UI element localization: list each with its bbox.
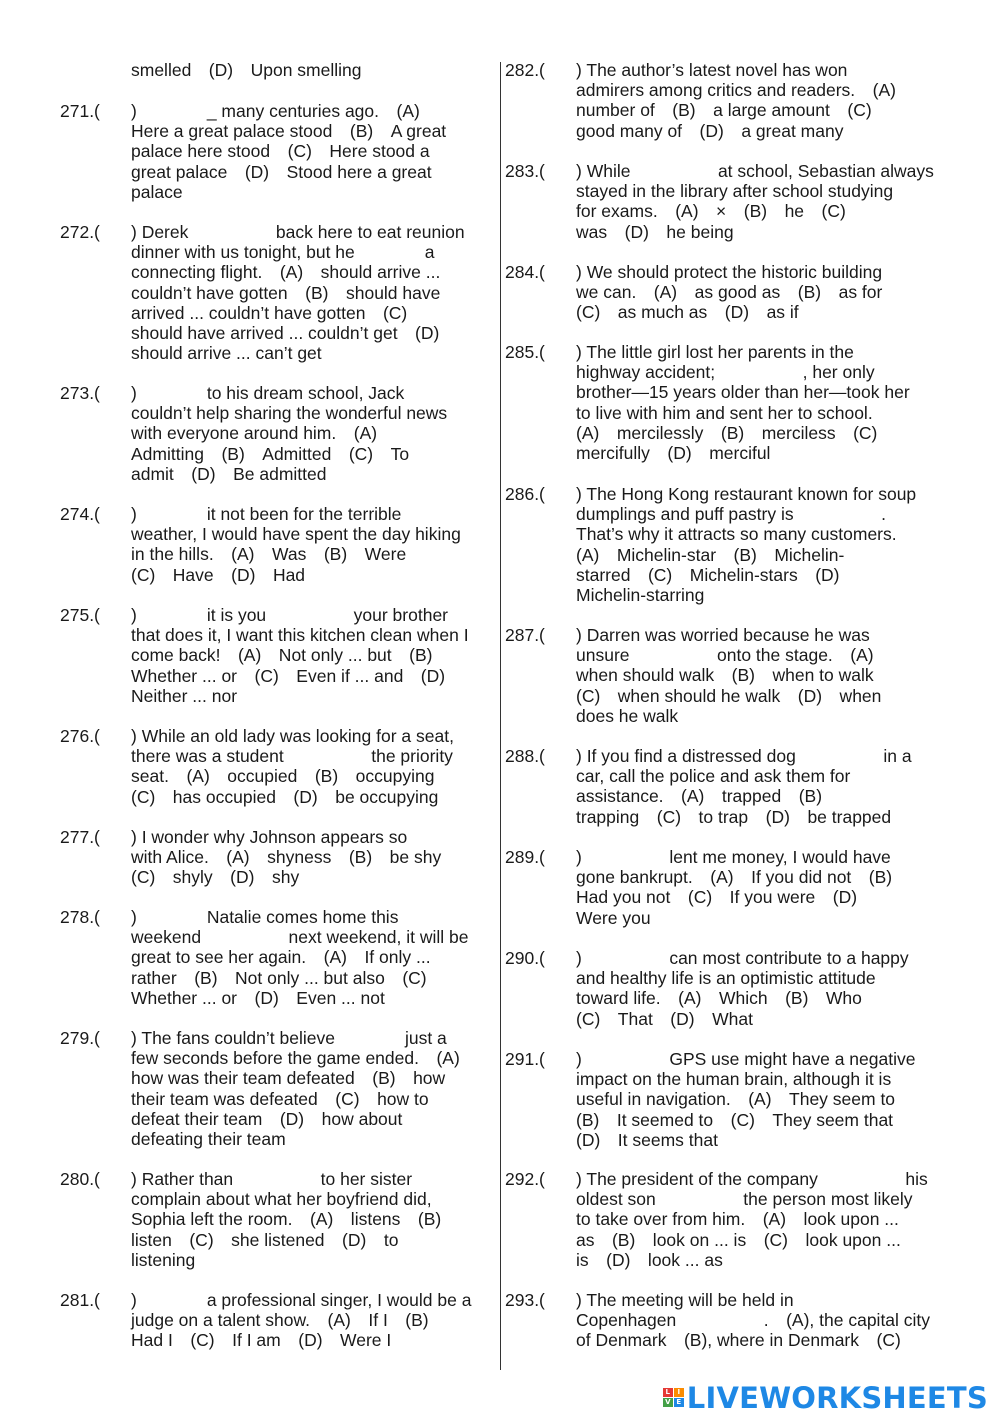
question-line: weather, I would have spent the day hiking [131,524,461,545]
question-line: Whether ... or (C) Even if ... and (D) [131,665,446,686]
liveworksheets-badge-icon: L I V E [663,1388,684,1407]
question-line: ) lent me money, I would have [576,847,891,867]
question-line: that does it, I want this kitchen clean when I [131,625,469,646]
question-line: should have arrived ... couldn’t get (D) [131,323,440,344]
question-line: when should walk (B) when to walk [576,665,874,686]
question-line: (C) shyly (D) shy [131,867,300,888]
question-number: 291.( [505,1049,545,1069]
logo-text: LIVEWORKSHEETS [686,1380,988,1415]
question-line: arrived ... couldn’t have gotten (C) [131,302,408,323]
question-line: (C) when should he walk (D) when [576,685,882,706]
question-number: 286.( [505,484,545,504]
question-line: unsure onto the stage. (A) [576,645,874,666]
question-number: 271.( [60,101,100,121]
question-line: how was their team defeated (B) how [131,1068,446,1089]
question-line: listen (C) she listened (D) to [131,1229,399,1250]
question-line: their team was defeated (C) how to [131,1088,429,1109]
question-line: as (B) look on ... is (C) look upon ... [576,1229,901,1250]
question-number: 277.( [60,827,100,847]
question-line: Were you [576,907,651,928]
question-line: Whether ... or (D) Even ... not [131,987,385,1008]
question-line: (D) It seems that [576,1129,718,1150]
question-line: in the hills. (A) Was (B) Were [131,544,407,565]
question-text [576,948,942,1029]
question-text [131,101,493,202]
question-line: ) The little girl lost her parents in the [576,342,854,362]
question-line: Sophia left the room. (A) listens (B) [131,1209,442,1230]
question-line: should arrive ... can’t get [131,343,322,364]
question-line: connecting flight. (A) should arrive ... [131,262,441,283]
question-line: ) to his dream school, Jack [131,383,405,403]
question-line: That’s why it attracts so many customers. [576,524,897,545]
question-number: 272.( [60,222,100,242]
question-line: there was a student the priority [131,746,453,767]
question-line: oldest son the person most likely [576,1189,913,1210]
question-text [131,60,493,80]
question-text [576,342,942,463]
question-line: for exams. (A) × (B) he (C) [576,201,846,222]
question-text [131,907,493,1008]
question-line: stayed in the library after school studying [576,181,894,202]
question-number: 274.( [60,504,100,524]
question-line: listening [131,1249,196,1270]
question-line: ) GPS use might have a negative [576,1049,916,1069]
question-line: ) While an old lady was looking for a seat, [131,726,454,746]
question-line: couldn’t have gotten (B) should have [131,282,441,303]
question-line: great palace (D) Stood here a great [131,161,432,182]
question-line: (C) has occupied (D) be occupying [131,786,439,807]
question-line: ) The president of the company his [576,1169,928,1189]
question-line: Copenhagen . (A), the capital city [576,1310,931,1331]
question-line: ) Natalie comes home this [131,907,399,927]
question-line: admit (D) Be admitted [131,463,327,484]
question-line: (C) Have (D) Had [131,564,306,585]
question-number: 292.( [505,1169,545,1189]
question-text [131,504,493,585]
question-line: few seconds before the game ended. (A) [131,1048,460,1069]
question-line: toward life. (A) Which (B) Who [576,988,862,1009]
question-number: 276.( [60,726,100,746]
question-line: Had you not (C) If you were (D) [576,887,858,908]
question-line: ) The meeting will be held in [576,1290,794,1310]
question-text [576,60,942,141]
question-line: gone bankrupt. (A) If you did not (B) [576,867,893,888]
question-text [131,1169,493,1270]
question-line: ) can most contribute to a happy [576,948,909,968]
question-line: ) Derek back here to eat reunion [131,222,465,242]
question-number: 284.( [505,262,545,282]
question-line: dumplings and puff pastry is . [576,504,886,525]
question-line: ) If you find a distressed dog in a [576,746,912,766]
question-line: (C) as much as (D) as if [576,302,799,323]
question-line: ) a professional singer, I would be a [131,1290,472,1310]
question-line: (C) That (D) What [576,1008,753,1029]
question-number: 285.( [505,342,545,362]
question-line: starred (C) Michelin-stars (D) [576,564,840,585]
question-line: ) Darren was worried because he was [576,625,870,645]
question-text [131,726,493,807]
question-text [131,1028,493,1149]
question-line: Neither ... nor [131,685,238,706]
question-text [576,1169,942,1270]
question-text [131,827,493,888]
question-text [576,484,942,605]
question-line: does he walk [576,705,679,726]
question-line: dinner with us tonight, but he a [131,242,435,263]
question-line: ) The fans couldn’t believe just a [131,1028,447,1048]
question-line: number of (B) a large amount (C) [576,100,872,121]
question-line: is (D) look ... as [576,1249,723,1270]
question-line: assistance. (A) trapped (B) [576,786,823,807]
question-line: ) The author’s latest novel has won [576,60,848,80]
question-number: 288.( [505,746,545,766]
question-number: 278.( [60,907,100,927]
question-line: of Denmark (B), where in Denmark (C) [576,1330,901,1351]
question-text [576,1049,942,1150]
question-line: palace here stood (C) Here stood a [131,141,430,162]
question-text [576,161,942,242]
question-number: 280.( [60,1169,100,1189]
question-text [576,1290,942,1351]
question-text [576,262,942,323]
question-line: highway accident; , her only [576,362,875,383]
question-line: Here a great palace stood (B) A great [131,121,447,142]
question-line: and healthy life is an optimistic attitude [576,968,876,989]
question-line: ) _ many centuries ago. (A) [131,101,420,121]
question-line: (A) mercilessly (B) merciless (C) [576,422,878,443]
question-number: 293.( [505,1290,545,1310]
question-line: seat. (A) occupied (B) occupying [131,766,435,787]
question-line: good many of (D) a great many [576,120,844,141]
question-text [576,746,942,827]
question-line: Michelin-starring [576,585,705,606]
question-line: rather (B) Not only ... but also (C) [131,967,427,988]
question-line: complain about what her boyfriend did, [131,1189,432,1210]
question-number: 287.( [505,625,545,645]
question-line: car, call the police and ask them for [576,766,851,787]
question-line: (B) It seemed to (C) They seem that [576,1109,894,1130]
question-line: with Alice. (A) shyness (B) be shy [131,847,442,868]
question-line: palace [131,181,183,202]
question-line: Had I (C) If I am (D) Were I [131,1330,392,1351]
question-text [131,383,493,484]
question-line: defeat their team (D) how about [131,1108,403,1129]
question-number: 281.( [60,1290,100,1310]
question-line: judge on a talent show. (A) If I (B) [131,1310,429,1331]
question-line: ) Rather than to her sister [131,1169,413,1189]
question-line: ) it is you your brother [131,605,449,625]
liveworksheets-logo[interactable] [663,1380,988,1415]
question-number: 282.( [505,60,545,80]
question-number: 290.( [505,948,545,968]
question-line: ) We should protect the historic building [576,262,883,282]
question-text [131,1290,493,1351]
question-line: we can. (A) as good as (B) as for [576,282,883,303]
question-line: to take over from him. (A) look upon ... [576,1209,899,1230]
question-line: admirers among critics and readers. (A) [576,80,896,101]
question-line: ) While at school, Sebastian always [576,161,934,181]
question-line: come back! (A) Not only ... but (B) [131,645,433,666]
question-text [131,222,493,363]
question-line: smelled (D) Upon smelling [131,60,362,80]
column-divider [500,62,501,1370]
question-line: great to see her again. (A) If only ... [131,947,431,968]
question-text [576,625,942,726]
question-line: was (D) he being [576,221,734,242]
question-number: 273.( [60,383,100,403]
question-line: ) The Hong Kong restaurant known for soup [576,484,917,504]
question-number: 283.( [505,161,545,181]
question-number: 289.( [505,847,545,867]
question-number: 275.( [60,605,100,625]
question-line: (A) Michelin-star (B) Michelin- [576,544,845,565]
question-line: weekend next weekend, it will be [131,927,469,948]
question-line: trapping (C) to trap (D) be trapped [576,806,892,827]
question-line: ) it not been for the terrible [131,504,402,524]
question-line: with everyone around him. (A) [131,423,378,444]
question-line: couldn’t help sharing the wonderful news [131,403,448,424]
question-line: useful in navigation. (A) They seem to [576,1089,896,1110]
question-line: defeating their team [131,1129,286,1150]
question-line: Admitting (B) Admitted (C) To [131,443,410,464]
question-line: ) I wonder why Johnson appears so [131,827,408,847]
question-line: impact on the human brain, although it is [576,1069,892,1090]
question-line: to live with him and sent her to school. [576,402,873,423]
question-text [131,605,493,706]
question-line: mercifully (D) merciful [576,443,771,464]
question-text [576,847,942,928]
question-number: 279.( [60,1028,100,1048]
question-line: brother—15 years older than her—took her [576,382,910,403]
